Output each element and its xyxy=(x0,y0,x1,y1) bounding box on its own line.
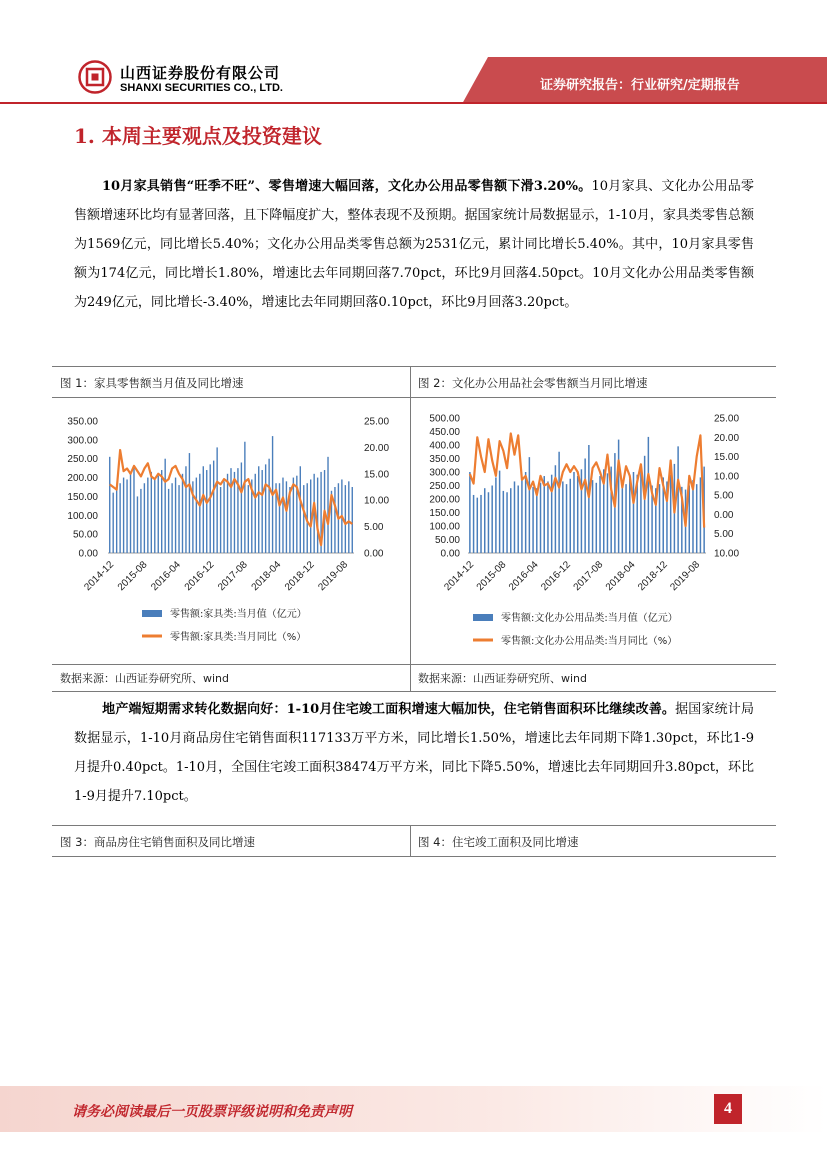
bar xyxy=(696,484,697,553)
bar xyxy=(629,479,630,553)
bar xyxy=(700,477,701,553)
bar xyxy=(203,466,204,553)
legend-label-line: 零售额:家具类:当月同比（%） xyxy=(170,632,307,643)
right-axis-tick-label: 20.00 xyxy=(714,432,740,444)
bar xyxy=(473,495,474,553)
bar xyxy=(317,478,318,553)
fig1-caption: 图 1：家具零售额当月值及同比增速 xyxy=(60,376,244,390)
company-name-en: SHANXI SECURITIES CO., LTD. xyxy=(120,82,283,94)
x-axis-tick-label: 2018-12 xyxy=(282,559,317,594)
fig1-source: 数据来源：山西证券研究所、wind xyxy=(60,672,230,685)
bar xyxy=(484,488,485,553)
bar xyxy=(237,468,238,553)
left-axis-tick-label: 150.00 xyxy=(67,491,98,503)
bar xyxy=(506,492,507,553)
bar xyxy=(488,492,489,553)
right-axis-tick-label: 15.00 xyxy=(714,452,740,464)
right-axis-tick-label: 10.00 xyxy=(714,548,740,560)
bar xyxy=(144,483,145,553)
x-axis-tick-label: 2017-08 xyxy=(216,559,250,594)
left-axis-tick-label: 150.00 xyxy=(429,508,460,519)
bar xyxy=(529,457,530,553)
bar xyxy=(293,478,294,553)
right-axis-tick-label: 5.00 xyxy=(714,529,734,541)
left-axis-tick-label: 300.00 xyxy=(429,467,460,479)
bar xyxy=(126,479,127,553)
bar xyxy=(161,470,162,553)
series-line xyxy=(470,433,704,527)
bar xyxy=(241,462,242,553)
x-axis-tick-label: 2018-12 xyxy=(636,559,670,594)
bar xyxy=(213,461,214,553)
right-axis-tick-label: 5.00 xyxy=(714,490,734,502)
bar xyxy=(633,472,634,553)
bar xyxy=(151,472,152,553)
bar xyxy=(536,488,537,553)
bar xyxy=(303,485,304,553)
bar xyxy=(348,481,349,553)
right-axis-tick-label: 25.00 xyxy=(714,413,740,425)
bar xyxy=(279,483,280,553)
left-axis-tick-label: 350.00 xyxy=(429,454,460,465)
section-title: 1. 本周主要观点及投资建议 xyxy=(74,124,322,148)
x-axis-tick-label: 2016-12 xyxy=(539,559,573,594)
bar xyxy=(223,481,224,553)
paragraph-lead: 地产端短期需求转化数据向好：1-10月住宅竣工面积增速大幅加快，住宅销售面积环比继续改善。 xyxy=(102,702,676,717)
left-axis-tick-label: 200.00 xyxy=(67,473,98,485)
bar xyxy=(562,481,563,553)
bar xyxy=(282,478,283,553)
bar xyxy=(137,496,138,553)
x-axis-tick-label: 2019-08 xyxy=(316,559,351,594)
right-axis-tick-label: 0.00 xyxy=(714,509,734,521)
bar xyxy=(334,487,335,553)
bar xyxy=(140,489,141,553)
bar xyxy=(255,474,256,553)
x-axis-tick-label: 2019-08 xyxy=(668,559,703,594)
paragraph-body: 10月家具、文化办公用品零售额增速环比均有显著回落，且下降幅度扩大，整体表现不及预期。据国家统计局数据显示，1-10月，家具类零售总额为1569亿元，同比增长5.40%；文化办公用品类零售总额为2531亿元，累计同比增长5.40%。其中，10月家具零售额为174亿元，同比增长1.80%，增速比去年同期回落7.70pct，环比9月回落4.50pct。10月文化办公用品类零售额为249亿元，同比增长-3.40%，增速比去年同期回落0.10pct，环比9月回落3.20pct。 xyxy=(74,179,755,310)
table2-rule-top xyxy=(52,825,776,826)
bar xyxy=(220,487,221,553)
bar xyxy=(182,474,183,553)
bar xyxy=(216,447,217,553)
bar xyxy=(244,442,245,553)
legend-label-bars: 零售额:文化办公用品类:当月值（亿元） xyxy=(501,613,678,624)
bar xyxy=(189,453,190,553)
bar xyxy=(644,456,645,553)
bar xyxy=(566,484,567,553)
left-axis-tick-label: 100.00 xyxy=(67,510,98,522)
right-axis-tick-label: 15.00 xyxy=(364,469,390,481)
x-axis-tick-label: 2016-04 xyxy=(506,559,541,594)
paragraph-body: 据国家统计局数据显示，1-10月商品房住宅销售面积117133万平方米，同比增长1.50%，增速比去年同期下降1.30pct，环比1-9月提升0.40pct。1-10月，全国住宅竣工面积38474万平方米，同比下降5.50%，增速比去年同期回升3.80pct，环比1-9月提升7.10pct。 xyxy=(74,702,754,804)
left-axis-tick-label: 500.00 xyxy=(429,413,460,425)
bar xyxy=(532,487,533,553)
bar xyxy=(119,483,120,553)
table2-divider xyxy=(410,825,411,857)
bar xyxy=(206,470,207,553)
bar xyxy=(517,486,518,554)
bar xyxy=(171,483,172,553)
bar xyxy=(480,495,481,553)
bar xyxy=(543,476,544,553)
left-axis-tick-label: 50.00 xyxy=(72,529,98,541)
bar xyxy=(268,459,269,553)
fig3-caption: 图 3：商品房住宅销售面积及同比增速 xyxy=(60,835,255,849)
left-axis-tick-label: 350.00 xyxy=(67,416,98,428)
bar xyxy=(168,489,169,553)
fig4-caption: 图 4：住宅竣工面积及同比增速 xyxy=(418,835,579,849)
page-number: 4 xyxy=(714,1094,742,1124)
bar xyxy=(133,468,134,553)
bar xyxy=(345,485,346,553)
bar xyxy=(514,481,515,553)
bar xyxy=(178,485,179,553)
bar xyxy=(352,487,353,553)
bar xyxy=(577,476,578,553)
bar xyxy=(109,457,110,553)
x-axis-tick-label: 2018-04 xyxy=(603,559,638,594)
bar xyxy=(158,476,159,553)
x-axis-tick-label: 2014-12 xyxy=(442,559,477,594)
x-axis-tick-label: 2014-12 xyxy=(82,559,117,594)
x-axis-tick-label: 2016-12 xyxy=(182,559,217,594)
left-axis-tick-label: 0.00 xyxy=(440,548,460,560)
bar xyxy=(123,478,124,553)
bar xyxy=(113,493,114,553)
left-axis-tick-label: 300.00 xyxy=(67,435,98,447)
left-axis-tick-label: 50.00 xyxy=(434,535,460,546)
bar xyxy=(130,474,131,553)
table2-rule-bottom xyxy=(52,856,776,857)
right-axis-tick-label: 10.00 xyxy=(364,495,390,507)
left-axis-tick-label: 450.00 xyxy=(429,427,460,438)
paragraph-real-estate xyxy=(74,695,754,811)
legend-label-bars: 零售额:家具类:当月值（亿元） xyxy=(170,609,307,620)
bar xyxy=(618,440,619,553)
bar xyxy=(599,476,600,553)
bar xyxy=(503,491,504,553)
bar xyxy=(525,472,526,553)
right-axis-tick-label: 10.00 xyxy=(714,471,740,483)
bar xyxy=(670,475,671,553)
legend-swatch-bars xyxy=(142,610,162,617)
x-axis-tick-label: 2015-08 xyxy=(474,559,509,594)
bar xyxy=(227,474,228,553)
left-axis-tick-label: 200.00 xyxy=(429,494,460,506)
company-name-cn: 山西证券股份有限公司 xyxy=(120,64,281,82)
fig2-caption: 图 2：文化办公用品社会零售额当月同比增速 xyxy=(418,376,648,390)
bar xyxy=(558,452,559,553)
bar xyxy=(692,480,693,553)
bar xyxy=(147,478,148,553)
bar xyxy=(199,474,200,553)
fig2-source: 数据来源：山西证券研究所、wind xyxy=(418,672,588,685)
bar xyxy=(659,484,660,553)
footer-disclaimer: 请务必阅读最后一页股票评级说明和免责声明 xyxy=(72,1104,352,1120)
bar xyxy=(164,459,165,553)
bar xyxy=(573,472,574,553)
bar xyxy=(584,459,585,554)
bar xyxy=(677,446,678,553)
bar xyxy=(596,483,597,553)
x-axis-tick-label: 2016-04 xyxy=(149,559,183,594)
bar xyxy=(592,480,593,553)
bar xyxy=(540,483,541,553)
bar xyxy=(258,466,259,553)
bar xyxy=(570,479,571,553)
bar xyxy=(248,485,249,553)
bar xyxy=(234,472,235,553)
bar xyxy=(261,470,262,553)
left-axis-tick-label: 250.00 xyxy=(67,454,98,466)
bar xyxy=(327,457,328,553)
bar xyxy=(648,437,649,553)
bar xyxy=(640,468,641,553)
bar xyxy=(607,473,608,553)
left-axis-tick-label: 0.00 xyxy=(78,548,98,560)
bar xyxy=(499,471,500,553)
bar xyxy=(230,468,231,553)
bar xyxy=(622,481,623,553)
paragraph-lead: 10月家具销售“旺季不旺”、零售增速大幅回落，文化办公用品零售额下滑3.20%。 xyxy=(102,179,592,194)
left-axis-tick-label: 100.00 xyxy=(429,521,460,533)
table-rule-bottom xyxy=(52,691,776,692)
bar xyxy=(547,481,548,553)
bar xyxy=(521,480,522,553)
bar xyxy=(469,472,470,553)
bar xyxy=(495,477,496,553)
bar xyxy=(300,466,301,553)
x-axis-tick-label: 2018-04 xyxy=(249,559,284,594)
bar xyxy=(175,478,176,553)
bar xyxy=(116,487,117,553)
table-rule-source xyxy=(52,664,776,665)
right-axis-tick-label: 5.00 xyxy=(364,522,384,534)
report-type-tag: 证券研究报告：行业研究/定期报告 xyxy=(540,78,740,93)
left-axis-tick-label: 250.00 xyxy=(429,481,460,492)
x-axis-tick-label: 2015-08 xyxy=(115,559,150,594)
bar xyxy=(510,488,511,553)
left-axis-tick-label: 400.00 xyxy=(429,440,460,452)
bar xyxy=(625,484,626,553)
legend-swatch-bars xyxy=(473,614,493,621)
bar xyxy=(185,466,186,553)
bar xyxy=(477,498,478,553)
bar xyxy=(265,464,266,553)
legend-label-line: 零售额:文化办公用品类:当月同比（%） xyxy=(501,636,678,647)
x-axis-tick-label: 2017-08 xyxy=(571,559,606,594)
bar xyxy=(491,486,492,554)
right-axis-tick-label: 25.00 xyxy=(364,416,390,428)
bar xyxy=(210,464,211,553)
bar xyxy=(196,478,197,553)
bar xyxy=(286,481,287,553)
bar xyxy=(154,479,155,553)
bar xyxy=(588,445,589,553)
right-axis-tick-label: 0.00 xyxy=(364,548,384,560)
right-axis-tick-label: 20.00 xyxy=(364,442,390,454)
